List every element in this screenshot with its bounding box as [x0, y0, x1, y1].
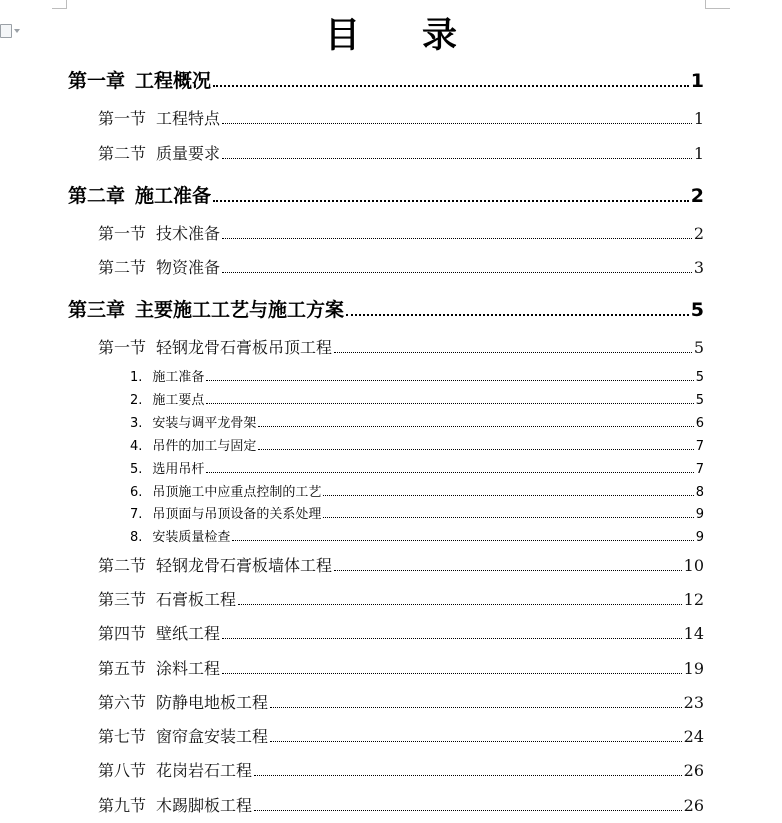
dot-leader	[213, 199, 689, 202]
toc-entry[interactable]	[130, 389, 704, 408]
page-title	[0, 8, 782, 58]
title-char-2: 录	[422, 16, 458, 56]
toc-entry-label: 第一章	[68, 70, 126, 92]
title-char-1: 目	[324, 16, 360, 56]
toc-entry[interactable]	[130, 481, 704, 500]
toc-entry-page: 8	[695, 485, 704, 500]
dot-leader	[323, 494, 693, 496]
toc-entry[interactable]	[130, 526, 704, 545]
toc-entry-text: 技术准备	[156, 224, 221, 243]
toc-entry-label: 第一节	[98, 109, 147, 128]
toc-entry-label: 第六节	[98, 693, 147, 712]
toc-entry-text: 窗帘盒安装工程	[156, 727, 269, 746]
toc-entry-title	[98, 758, 252, 781]
toc-entry-title	[130, 458, 204, 477]
toc-entry-label: 第二节	[98, 144, 147, 163]
dot-leader	[222, 237, 692, 239]
toc-entry-title	[98, 335, 332, 358]
dot-leader	[213, 84, 689, 87]
dot-leader	[206, 379, 693, 381]
dot-leader	[334, 569, 682, 571]
toc-entry[interactable]	[98, 656, 704, 679]
toc-entry-title	[98, 621, 220, 644]
toc-entry-title	[130, 412, 256, 431]
dot-leader	[334, 351, 692, 353]
toc-entry-page: 2	[690, 185, 704, 207]
toc-entry-text: 工程概况	[135, 70, 212, 92]
toc-entry-label: 第一节	[98, 224, 147, 243]
toc-entry-title	[98, 724, 268, 747]
toc-entry[interactable]	[130, 366, 704, 385]
toc-entry-label: 第七节	[98, 727, 147, 746]
toc-entry-label: 第一节	[98, 338, 147, 357]
toc-entry-page: 19	[683, 659, 704, 678]
toc-entry-title	[130, 481, 321, 500]
toc-entry[interactable]	[98, 553, 704, 576]
toc-entry-page: 23	[683, 693, 704, 712]
toc-entry-text: 木踢脚板工程	[156, 796, 253, 815]
toc-entry-text: 防静电地板工程	[156, 693, 269, 712]
toc-entry-text: 安装质量检查	[152, 530, 231, 545]
toc-entry-page: 24	[683, 727, 704, 746]
dot-leader	[238, 603, 682, 605]
toc-entry-page: 10	[683, 556, 704, 575]
toc-entry[interactable]	[130, 435, 704, 454]
toc-entry-page: 5	[695, 393, 704, 408]
dot-leader	[346, 313, 689, 316]
toc-entry-text: 涂料工程	[156, 659, 221, 678]
toc-entry-page: 1	[690, 70, 704, 92]
toc-entry-label: 4.	[130, 439, 143, 454]
toc-entry-title	[68, 181, 211, 208]
toc-entry-text: 吊顶施工中应重点控制的工艺	[152, 485, 322, 500]
toc-entry-page: 1	[693, 109, 704, 128]
toc-entry-label: 第八节	[98, 761, 147, 780]
toc-entry-text: 吊顶面与吊顶设备的关系处理	[152, 507, 322, 522]
toc-entry[interactable]	[98, 724, 704, 747]
toc-entry-label: 7.	[130, 507, 143, 522]
toc-entry-title	[68, 295, 344, 322]
toc-entry[interactable]	[98, 335, 704, 358]
toc-entry-label: 第二节	[98, 258, 147, 277]
toc-entry-label: 5.	[130, 462, 143, 477]
dot-leader	[222, 672, 682, 674]
toc-entry-label: 第二节	[98, 556, 147, 575]
toc-entry-label: 第三章	[68, 299, 126, 321]
toc-entry[interactable]	[130, 458, 704, 477]
toc-entry-text: 轻钢龙骨石膏板墙体工程	[156, 556, 333, 575]
toc-entry-page: 1	[693, 144, 704, 163]
toc-entry-label: 3.	[130, 416, 143, 431]
toc-entry-title	[130, 526, 230, 545]
dot-leader	[258, 448, 693, 450]
toc-entry-text: 壁纸工程	[156, 624, 221, 643]
dot-leader	[258, 425, 693, 427]
toc-entry-label: 6.	[130, 485, 143, 500]
toc-entry[interactable]	[68, 295, 704, 322]
toc-entry-title	[98, 656, 220, 679]
toc-entry-title	[130, 503, 321, 522]
toc-entry-label: 8.	[130, 530, 143, 545]
toc-entry-text: 施工准备	[135, 185, 212, 207]
toc-entry-label: 1.	[130, 370, 143, 385]
toc-entry-title	[98, 106, 220, 129]
toc-entry-page: 14	[683, 624, 704, 643]
dot-leader	[222, 637, 682, 639]
toc-entry[interactable]	[98, 141, 704, 164]
toc-entry-title	[130, 435, 256, 454]
toc-entry-text: 物资准备	[156, 258, 221, 277]
toc-entry-text: 花岗岩石工程	[156, 761, 253, 780]
toc-entry-title	[98, 221, 220, 244]
toc-entry-title	[68, 66, 211, 93]
dot-leader	[206, 471, 693, 473]
toc-entry-page: 5	[695, 370, 704, 385]
toc-entry-title	[98, 141, 220, 164]
dot-leader	[270, 706, 682, 708]
toc-entry-text: 工程特点	[156, 109, 221, 128]
toc-entry-page: 3	[693, 258, 704, 277]
dot-leader	[232, 539, 693, 541]
dot-leader	[222, 157, 692, 159]
toc-entry[interactable]	[98, 106, 704, 129]
toc-entry-page: 5	[693, 338, 704, 357]
toc-entry-label: 第三节	[98, 590, 147, 609]
toc-entry-title	[130, 389, 204, 408]
toc-entry-title	[98, 793, 252, 816]
dot-leader	[254, 774, 682, 776]
toc-entry[interactable]	[98, 690, 704, 713]
toc-entry-page: 2	[693, 224, 704, 243]
toc-entry-text: 主要施工工艺与施工方案	[135, 299, 345, 321]
toc-entry-text: 吊件的加工与固定	[152, 439, 257, 454]
toc-entry[interactable]	[98, 255, 704, 278]
toc-entry[interactable]	[98, 221, 704, 244]
toc-entry-text: 轻钢龙骨石膏板吊顶工程	[156, 338, 333, 357]
dot-leader	[323, 516, 693, 518]
toc-entry-label: 第四节	[98, 624, 147, 643]
toc-entry[interactable]	[130, 412, 704, 431]
dot-leader	[206, 402, 693, 404]
toc-entry[interactable]	[68, 66, 704, 93]
toc-entry-label: 2.	[130, 393, 143, 408]
toc-entry[interactable]	[98, 621, 704, 644]
toc-entry-page: 7	[695, 462, 704, 477]
dot-leader	[222, 122, 692, 124]
toc-entry-page: 26	[683, 796, 704, 815]
toc-entry-text: 安装与调平龙骨架	[152, 416, 257, 431]
toc-entry-page: 12	[683, 590, 704, 609]
toc-entry-label: 第二章	[68, 185, 126, 207]
toc-entry[interactable]	[98, 758, 704, 781]
toc-entry-page: 5	[690, 299, 704, 321]
toc-entry-label: 第九节	[98, 796, 147, 815]
toc-entry-text: 选用吊杆	[152, 462, 205, 477]
dot-leader	[270, 740, 682, 742]
dot-leader	[222, 271, 692, 273]
toc-entry[interactable]	[68, 181, 704, 208]
toc-entry-page: 9	[695, 530, 704, 545]
toc-entry-title	[130, 366, 204, 385]
toc-entry[interactable]	[98, 587, 704, 610]
toc-entry-page: 26	[683, 761, 704, 780]
toc-entry-text: 施工要点	[152, 393, 205, 408]
toc-entry-page: 9	[695, 507, 704, 522]
toc-entry-page: 6	[695, 416, 704, 431]
dot-leader	[254, 809, 682, 811]
toc-entry-page: 7	[695, 439, 704, 454]
toc-entry-text: 石膏板工程	[156, 590, 237, 609]
toc-entry-title	[98, 587, 236, 610]
toc-entry-text: 施工准备	[152, 370, 205, 385]
toc-entry-title	[98, 690, 268, 713]
toc-entry-title	[98, 255, 220, 278]
toc-entry-label: 第五节	[98, 659, 147, 678]
toc-entry-text: 质量要求	[156, 144, 221, 163]
toc-entry-title	[98, 553, 332, 576]
toc-entry[interactable]	[98, 793, 704, 816]
toc-entry[interactable]	[130, 503, 704, 522]
